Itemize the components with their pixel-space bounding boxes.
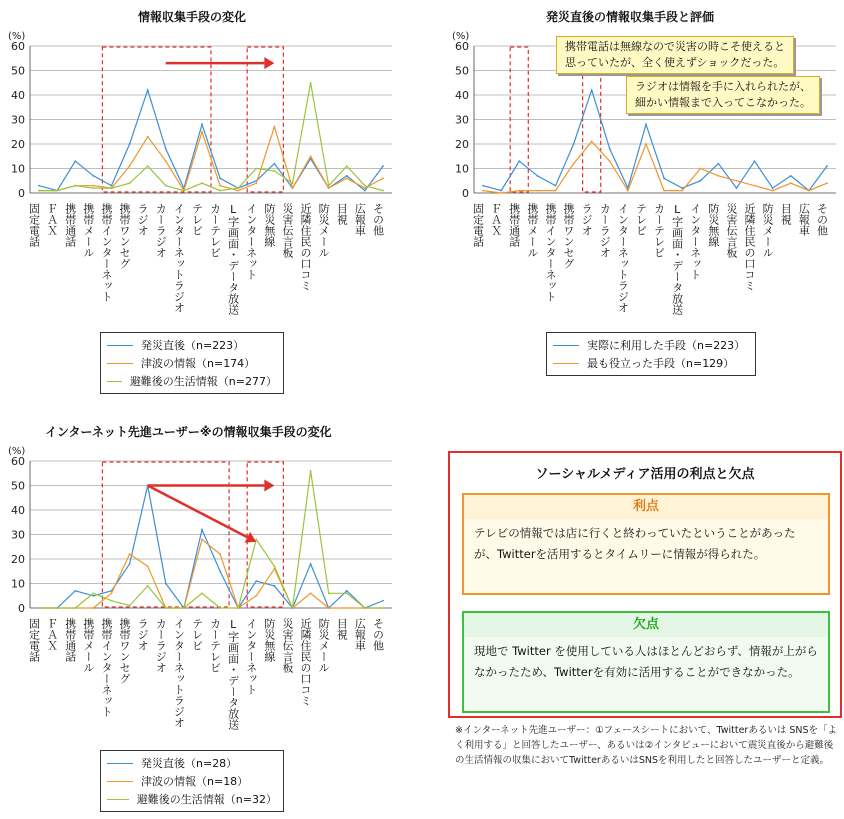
data-point xyxy=(346,175,348,177)
x-tick-label: 災害伝言板 xyxy=(280,203,294,258)
data-point xyxy=(500,190,502,192)
data-point xyxy=(364,607,366,609)
callout-mobile xyxy=(556,36,794,74)
legend-swatch xyxy=(107,345,133,346)
x-tick-label: 防災無線 xyxy=(706,203,720,247)
legend-item xyxy=(107,754,277,772)
red-arrow-head xyxy=(264,480,274,492)
legend-item xyxy=(107,790,277,808)
x-tick-label: 携帯メール xyxy=(81,203,95,258)
callout-radio-line1: ラジオは情報を手に入れられたが、 xyxy=(635,80,811,93)
x-tick-label: その他 xyxy=(371,203,385,236)
y-tick-label: 0 xyxy=(18,602,25,615)
data-point xyxy=(129,182,131,184)
data-point xyxy=(681,190,683,192)
y-tick-label: 20 xyxy=(11,553,25,566)
y-unit-label: (%) xyxy=(8,31,26,42)
data-point xyxy=(255,168,257,170)
data-point xyxy=(555,190,557,192)
data-point xyxy=(364,190,366,192)
x-tick-label: カーテレビ xyxy=(208,618,222,673)
callout-mobile-line1: 携帯電話は無線なので災害の時こそ使えると xyxy=(565,40,785,53)
data-point xyxy=(147,565,149,567)
x-tick-label: L字画面・データ放送 xyxy=(670,203,684,315)
x-tick-label: 広報車 xyxy=(797,203,811,236)
data-point xyxy=(273,565,275,567)
x-tick-label: 広報車 xyxy=(353,203,367,236)
legend-swatch xyxy=(107,763,133,764)
data-point xyxy=(364,187,366,189)
data-point xyxy=(129,143,131,145)
legend-label: 津波の情報（n=174） xyxy=(141,357,256,370)
x-tick-label: インターネット xyxy=(244,203,258,280)
y-tick-label: 60 xyxy=(11,455,25,468)
data-point xyxy=(772,190,774,192)
data-point xyxy=(736,187,738,189)
data-point xyxy=(255,539,257,541)
x-tick-label: テレビ xyxy=(634,203,648,236)
data-point xyxy=(310,82,312,84)
chart2-legend xyxy=(546,332,756,376)
data-point xyxy=(382,165,384,167)
data-point xyxy=(346,590,348,592)
y-tick-label: 10 xyxy=(11,577,25,591)
y-tick-label: 0 xyxy=(462,187,469,200)
data-point xyxy=(292,187,294,189)
y-tick-label: 60 xyxy=(11,40,25,53)
x-tick-label: 広報車 xyxy=(353,618,367,651)
data-point xyxy=(808,190,810,192)
data-point xyxy=(219,190,221,192)
x-tick-label: ＦＡＸ xyxy=(489,203,503,236)
data-point xyxy=(219,185,221,187)
x-tick-label: L字画面・データ放送 xyxy=(226,618,240,730)
data-point xyxy=(346,607,348,609)
legend-label: 津波の情報（n=18） xyxy=(141,775,249,788)
x-tick-label: ＦＡＸ xyxy=(45,618,59,651)
data-point xyxy=(328,592,330,594)
data-point xyxy=(201,182,203,184)
data-point xyxy=(826,182,828,184)
x-tick-label: ＦＡＸ xyxy=(45,203,59,236)
social-media-box xyxy=(448,451,842,718)
data-point xyxy=(219,553,221,555)
x-tick-label: 携帯ワンセグ xyxy=(118,618,132,684)
y-unit-label: (%) xyxy=(8,446,26,457)
y-unit-label: (%) xyxy=(452,31,470,42)
y-tick-label: 40 xyxy=(11,89,25,102)
x-tick-label: インターネット xyxy=(688,203,702,280)
callout-mobile-line2: 思っていたが、全く使えずショックだった。 xyxy=(565,56,785,69)
data-point xyxy=(129,165,131,167)
data-point xyxy=(536,190,538,192)
data-point xyxy=(346,177,348,179)
x-tick-label: 近隣住民の口コミ xyxy=(743,203,757,291)
x-tick-label: 近隣住民の口コミ xyxy=(299,618,313,706)
data-point xyxy=(255,182,257,184)
data-point xyxy=(382,177,384,179)
legend-swatch xyxy=(107,381,122,382)
legend-label: 実際に利用した手段（n=223） xyxy=(587,339,746,352)
x-tick-label: 固定電話 xyxy=(27,203,41,247)
legend-item xyxy=(107,772,277,790)
data-point xyxy=(38,190,40,192)
legend-swatch xyxy=(107,781,133,782)
data-point xyxy=(699,180,701,182)
x-tick-label: 固定電話 xyxy=(471,203,485,247)
legend-item xyxy=(107,354,277,372)
legend-item xyxy=(107,336,277,354)
x-tick-label: その他 xyxy=(815,203,829,236)
y-tick-label: 30 xyxy=(455,113,469,127)
x-tick-label: 携帯インターネット xyxy=(99,203,113,302)
data-point xyxy=(310,155,312,157)
legend-swatch xyxy=(107,799,129,800)
x-tick-label: 固定電話 xyxy=(27,618,41,662)
data-point xyxy=(38,607,40,609)
series-line-2 xyxy=(39,471,383,608)
red-arrow-head xyxy=(264,57,274,69)
data-point xyxy=(111,600,113,602)
x-tick-label: カーラジオ xyxy=(154,203,168,258)
chart3-title: インターネット先進ユーザー※の情報収集手段の変化 xyxy=(45,425,332,439)
chart2-title: 発災直後の情報収集手段と評価 xyxy=(546,10,715,24)
y-tick-label: 20 xyxy=(11,138,25,151)
y-tick-label: 50 xyxy=(11,479,25,493)
data-point xyxy=(573,163,575,165)
x-tick-label: 携帯ワンセグ xyxy=(118,203,132,269)
data-point xyxy=(147,165,149,167)
demerit-label: 欠点 xyxy=(464,613,828,637)
x-tick-label: 携帯インターネット xyxy=(543,203,557,302)
data-point xyxy=(74,590,76,592)
chart1-title: 情報収集手段の変化 xyxy=(138,10,247,24)
x-tick-label: インターネットラジオ xyxy=(616,203,630,313)
data-point xyxy=(129,553,131,555)
data-point xyxy=(609,160,611,162)
data-point xyxy=(74,185,76,187)
data-point xyxy=(826,165,828,167)
data-point xyxy=(736,180,738,182)
data-point xyxy=(482,185,484,187)
x-tick-label: 携帯通話 xyxy=(507,203,521,247)
data-point xyxy=(536,175,538,177)
data-point xyxy=(346,165,348,167)
data-point xyxy=(129,605,131,607)
data-point xyxy=(255,595,257,597)
merit-text: テレビの情報では店に行くと終わっていたということがあったが、Twitterを活用するとタイムリーに情報が得られた。 xyxy=(464,519,828,593)
data-point xyxy=(591,141,593,143)
data-point xyxy=(772,187,774,189)
legend-item xyxy=(553,354,749,372)
data-point xyxy=(92,187,94,189)
merit-label: 利点 xyxy=(464,495,828,519)
data-point xyxy=(310,470,312,472)
data-point xyxy=(219,177,221,179)
x-tick-label: 災害伝言板 xyxy=(724,203,738,258)
data-point xyxy=(165,148,167,150)
y-tick-label: 50 xyxy=(11,64,25,78)
chart1-svg xyxy=(0,28,400,358)
data-point xyxy=(699,168,701,170)
data-point xyxy=(38,185,40,187)
data-point xyxy=(111,187,113,189)
x-tick-label: ラジオ xyxy=(136,203,150,236)
data-point xyxy=(56,607,58,609)
data-point xyxy=(219,607,221,609)
x-tick-label: インターネット xyxy=(244,618,258,695)
x-tick-label: 防災メール xyxy=(761,203,775,258)
x-tick-label: 携帯インターネット xyxy=(99,618,113,717)
y-tick-label: 20 xyxy=(455,138,469,151)
data-point xyxy=(482,190,484,192)
data-point xyxy=(165,607,167,609)
data-point xyxy=(201,539,203,541)
data-point xyxy=(790,175,792,177)
x-tick-label: 携帯メール xyxy=(525,203,539,258)
data-point xyxy=(346,592,348,594)
x-tick-label: 災害伝言板 xyxy=(280,618,294,673)
x-tick-label: インターネットラジオ xyxy=(172,618,186,728)
x-tick-label: 携帯通話 xyxy=(63,618,77,662)
x-tick-label: 携帯ワンセグ xyxy=(562,203,576,269)
legend-swatch xyxy=(553,345,579,346)
x-tick-label: 携帯メール xyxy=(81,618,95,673)
x-tick-label: テレビ xyxy=(190,618,204,651)
data-point xyxy=(255,580,257,582)
data-point xyxy=(201,529,203,531)
data-point xyxy=(74,607,76,609)
data-point xyxy=(147,585,149,587)
data-point xyxy=(92,175,94,177)
data-point xyxy=(609,148,611,150)
data-point xyxy=(273,126,275,128)
x-tick-label: L字画面・データ放送 xyxy=(226,203,240,315)
callout-radio xyxy=(626,76,820,114)
y-tick-label: 10 xyxy=(11,162,25,176)
chart3-svg xyxy=(0,443,400,743)
data-point xyxy=(165,185,167,187)
legend-swatch xyxy=(107,363,133,364)
data-point xyxy=(663,190,665,192)
data-point xyxy=(310,592,312,594)
data-point xyxy=(147,89,149,91)
data-point xyxy=(183,607,185,609)
x-tick-label: 防災無線 xyxy=(262,618,276,662)
y-tick-label: 50 xyxy=(455,64,469,78)
footnote: ※インターネット先進ユーザー：①フェースシートにおいて、Twitterあるいは SNSを「よく利用する」と回答したユーザー、あるいは②インタビューにおいて震災直後から避難後の生活情報の収集においてTwitterあるいはSNSを利用したと回答したユーザーと定義。 xyxy=(455,725,838,766)
data-point xyxy=(627,190,629,192)
data-point xyxy=(273,585,275,587)
data-point xyxy=(56,190,58,192)
legend-item xyxy=(107,372,277,390)
data-point xyxy=(92,595,94,597)
x-tick-label: カーラジオ xyxy=(598,203,612,258)
data-point xyxy=(129,563,131,565)
data-point xyxy=(645,143,647,145)
x-tick-label: テレビ xyxy=(190,203,204,236)
data-point xyxy=(591,89,593,91)
data-point xyxy=(790,182,792,184)
callout-radio-line2: 細かい情報まで入ってこなかった。 xyxy=(635,96,811,109)
data-point xyxy=(92,185,94,187)
x-tick-label: ラジオ xyxy=(580,203,594,236)
data-point xyxy=(364,185,366,187)
data-point xyxy=(681,187,683,189)
data-point xyxy=(717,175,719,177)
social-media-title: ソーシャルメディア活用の利点と欠点 xyxy=(535,467,755,482)
merit-section xyxy=(462,493,830,595)
chart3-legend xyxy=(100,750,284,812)
legend-item xyxy=(553,336,749,354)
data-point xyxy=(328,187,330,189)
data-point xyxy=(663,177,665,179)
x-tick-label: 近隣住民の口コミ xyxy=(299,203,313,291)
data-point xyxy=(111,592,113,594)
data-point xyxy=(237,607,239,609)
data-point xyxy=(382,190,384,192)
data-point xyxy=(382,607,384,609)
x-tick-label: 携帯通話 xyxy=(63,203,77,247)
y-tick-label: 60 xyxy=(455,40,469,53)
data-point xyxy=(500,192,502,194)
data-point xyxy=(292,607,294,609)
x-tick-label: 目視 xyxy=(335,203,349,225)
demerit-section xyxy=(462,611,830,713)
legend-label: 避難後の生活情報（n=32） xyxy=(136,793,277,806)
legend-swatch xyxy=(553,363,579,364)
data-point xyxy=(555,185,557,187)
data-point xyxy=(754,160,756,162)
x-tick-label: 防災メール xyxy=(317,203,331,258)
data-point xyxy=(165,583,167,585)
data-point xyxy=(74,160,76,162)
x-tick-label: 防災メール xyxy=(317,618,331,673)
red-arrow xyxy=(148,486,248,538)
series-line-0 xyxy=(39,90,383,191)
data-point xyxy=(518,190,520,192)
y-tick-label: 30 xyxy=(11,528,25,542)
data-point xyxy=(237,187,239,189)
data-point xyxy=(328,607,330,609)
data-point xyxy=(147,136,149,138)
data-point xyxy=(92,607,94,609)
x-tick-label: カーテレビ xyxy=(208,203,222,258)
x-tick-label: 防災無線 xyxy=(262,203,276,247)
data-point xyxy=(237,190,239,192)
data-point xyxy=(382,600,384,602)
x-tick-label: ラジオ xyxy=(136,618,150,651)
data-point xyxy=(201,131,203,133)
y-tick-label: 10 xyxy=(455,162,469,176)
x-tick-label: インターネットラジオ xyxy=(172,203,186,313)
y-tick-label: 30 xyxy=(11,113,25,127)
data-point xyxy=(183,190,185,192)
series-line-1 xyxy=(483,142,827,193)
x-tick-label: その他 xyxy=(371,618,385,651)
data-point xyxy=(219,570,221,572)
data-point xyxy=(111,185,113,187)
data-point xyxy=(92,592,94,594)
data-point xyxy=(328,185,330,187)
legend-label: 発災直後（n=28） xyxy=(141,757,238,770)
demerit-text: 現地で Twitter を使用している人はほとんどおらず、情報が上がらなかったため、Twitterを有効に活用することができなかった。 xyxy=(464,637,828,711)
data-point xyxy=(717,163,719,165)
x-tick-label: 目視 xyxy=(335,618,349,640)
data-point xyxy=(201,592,203,594)
y-tick-label: 40 xyxy=(11,504,25,517)
data-point xyxy=(273,170,275,172)
data-point xyxy=(573,143,575,145)
x-tick-label: 目視 xyxy=(779,203,793,225)
data-point xyxy=(201,124,203,126)
data-point xyxy=(273,163,275,165)
data-point xyxy=(754,185,756,187)
legend-label: 避難後の生活情報（n=277） xyxy=(129,375,277,388)
data-point xyxy=(310,563,312,565)
y-tick-label: 0 xyxy=(18,187,25,200)
x-tick-label: カーラジオ xyxy=(154,618,168,673)
chart1-legend xyxy=(100,332,284,394)
data-point xyxy=(292,182,294,184)
data-point xyxy=(645,124,647,126)
legend-label: 最も役立った手段（n=129） xyxy=(587,357,735,370)
data-point xyxy=(518,160,520,162)
y-tick-label: 40 xyxy=(455,89,469,102)
data-point xyxy=(165,160,167,162)
legend-label: 発災直後（n=223） xyxy=(141,339,245,352)
x-tick-label: カーテレビ xyxy=(652,203,666,258)
